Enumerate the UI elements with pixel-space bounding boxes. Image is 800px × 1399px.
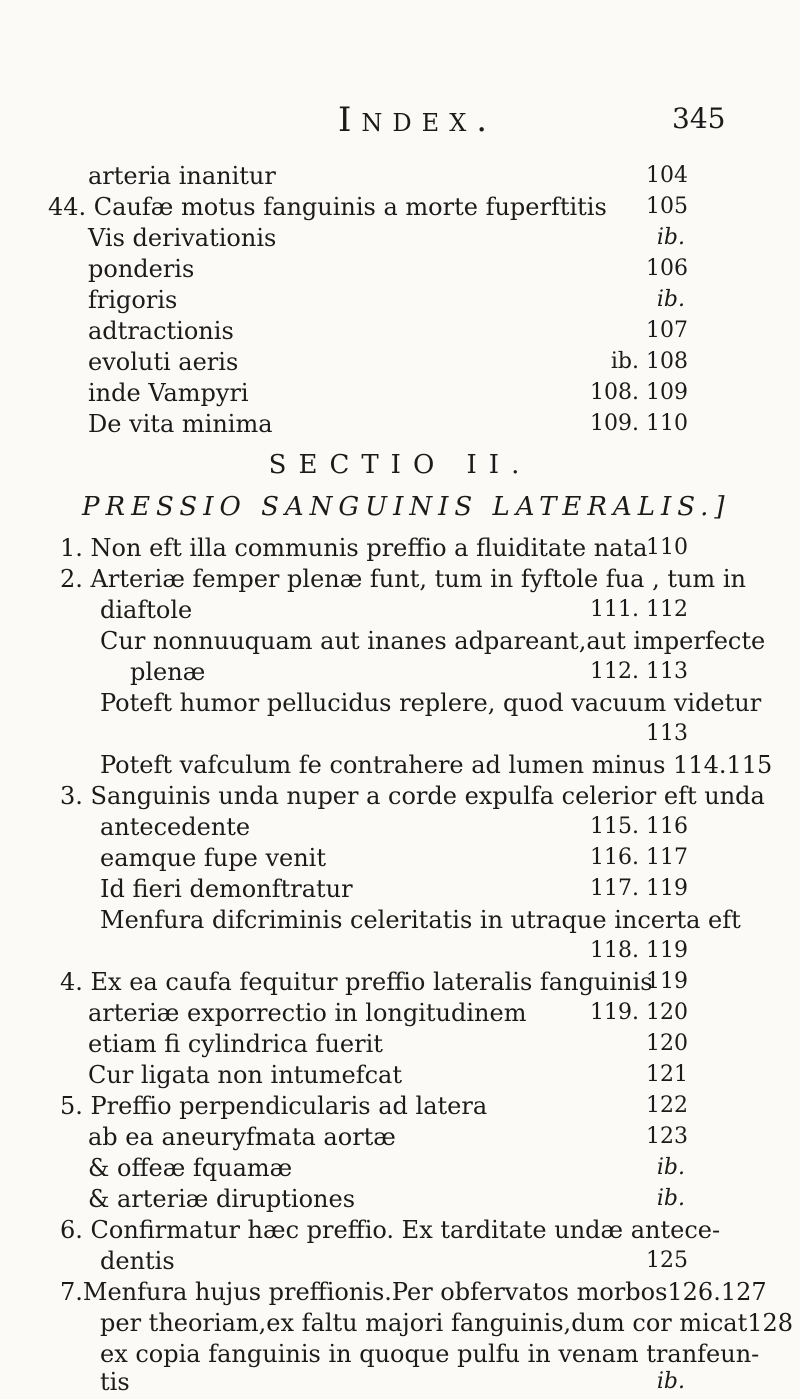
index-entry [0,844,800,872]
entry-text: 4. Ex ea caufa fequitur preffio lateralis fanguinis [60,968,653,996]
entry-text: Id fieri demonftratur [100,875,353,903]
entry-text: 2. Arteriæ femper plenæ funt, tum in fyftole fua , tum in [60,565,746,593]
index-entry [0,1309,800,1337]
index-entry [0,689,800,717]
entry-pages: 115. 116 [590,814,688,839]
entry-pages: 109. 110 [590,411,688,436]
index-entry [0,782,800,810]
entry-pages: 111. 112 [590,597,688,622]
entry-pages: 116. 117 [590,845,688,870]
index-entry [0,596,800,624]
entry-text: inde Vampyri [88,379,249,407]
entry-text: evoluti aeris [88,348,239,376]
entry-text: per theoriam,ex faltu majori fanguinis,dum cor micat128 [100,1309,794,1337]
entry-text: ex copia fanguinis in quoque pulfu in venam tranfeun- [100,1340,760,1368]
entry-pages: ib. 108 [610,349,688,374]
entry-pages: 108. 109 [590,380,688,405]
entry-text: & offeæ fquamæ [88,1154,293,1182]
index-entry [0,162,800,190]
entry-pages: 120 [646,1031,688,1056]
entry-text: diaftole [100,596,193,624]
entry-text: ponderis [88,255,195,283]
entry-text: frigoris [88,286,178,314]
index-entry [0,565,800,593]
entry-text: 5. Preffio perpendicularis ad latera [60,1092,488,1120]
entry-text: Poteft vafculum fe contrahere ad lumen minus 114.115 [100,751,773,779]
entry-pages: 106 [646,256,688,281]
entry-text: etiam fi cylindrica fuerit [88,1030,383,1058]
entry-pages: 105 [646,194,688,219]
entry-pages: 121 [646,1062,688,1087]
index-entry [0,1185,800,1213]
entry-text: Vis derivationis [88,224,277,252]
entry-pages: 123 [646,1124,688,1149]
entry-text: 3. Sanguinis unda nuper a corde expulfa celerior eft unda [60,782,765,810]
index-entry [0,658,800,686]
entry-text: plenæ [130,658,206,686]
entry-pages: ib. [656,225,685,250]
index-entry [0,813,800,841]
running-head [0,100,800,150]
page-number: 345 [672,102,726,135]
index-entry [0,751,800,779]
index-entry [0,937,800,965]
index-entry [0,1154,800,1182]
index-entry [0,968,800,996]
entry-text: dentis [100,1247,175,1275]
index-entry [0,193,800,221]
entry-text: & arteriæ diruptiones [88,1185,356,1213]
index-entry [0,286,800,314]
entry-pages: ib. [656,1369,685,1394]
entry-text: arteriæ exporrectio in longitudinem [88,999,527,1027]
entry-text: antecedente [100,813,251,841]
index-entry [0,1278,800,1306]
entry-text: arteria inanitur [88,162,276,190]
entry-text: adtractionis [88,317,234,345]
entry-pages: 104 [646,163,688,188]
entry-text: 7.Menfura hujus preffionis.Per obfervatos morbos126.127 [60,1278,767,1306]
entry-text: Poteft humor pellucidus replere, quod vacuum videtur [100,689,762,717]
index-entry [0,410,800,438]
index-entry [0,1216,800,1244]
index-entry [0,1061,800,1089]
entry-pages: 119. 120 [590,1000,688,1025]
entry-pages: 125 [646,1248,688,1273]
entry-text: Cur ligata non intumefcat [88,1061,402,1089]
entry-pages: 119 [646,969,688,994]
section-heading: SECTIO II. [268,450,532,480]
index-entry [0,1340,800,1368]
entry-text: tis [100,1368,130,1396]
index-entry [0,906,800,934]
index-entry [0,379,800,407]
index-entry [0,1030,800,1058]
entry-pages: 117. 119 [590,876,688,901]
entry-text: 44. Caufæ motus fanguinis a morte fuperftitis [48,193,607,221]
entry-pages: 112. 113 [590,659,688,684]
index-entry [0,224,800,252]
index-entry [0,627,800,655]
entry-pages: ib. [656,287,685,312]
entry-pages: 118. 119 [590,938,688,963]
index-entry [0,1092,800,1120]
entry-text: 6. Confirmatur hæc preffio. Ex tarditate undæ antece- [60,1216,721,1244]
index-entry [0,255,800,283]
entry-text: Cur nonnuuquam aut inanes adpareant,aut imperfecte [100,627,766,655]
index-entry [0,348,800,376]
entry-text: ab ea aneuryfmata aortæ [88,1123,396,1151]
entry-pages: 122 [646,1093,688,1118]
index-entry [0,1247,800,1275]
entry-text: eamque fupe venit [100,844,326,872]
entry-pages: 113 [646,721,688,746]
section-subtitle: PRESSIO SANGUINIS LATERALIS.] [82,492,731,522]
index-entry [0,317,800,345]
index-entry [0,1368,800,1396]
entry-text: Menfura difcriminis celeritatis in utraque incerta eft [100,906,741,934]
entry-pages: 110 [646,535,688,560]
entry-pages: 107 [646,318,688,343]
running-head-title: Index. [338,100,498,140]
index-entry [0,999,800,1027]
entry-text: De vita minima [88,410,273,438]
index-entry [0,720,800,748]
index-entry [0,875,800,903]
index-entry [0,534,800,562]
entry-pages: ib. [656,1155,685,1180]
index-entry [0,1123,800,1151]
entry-pages: ib. [656,1186,685,1211]
entry-text: 1. Non eft illa communis preffio a fluiditate nata [60,534,648,562]
